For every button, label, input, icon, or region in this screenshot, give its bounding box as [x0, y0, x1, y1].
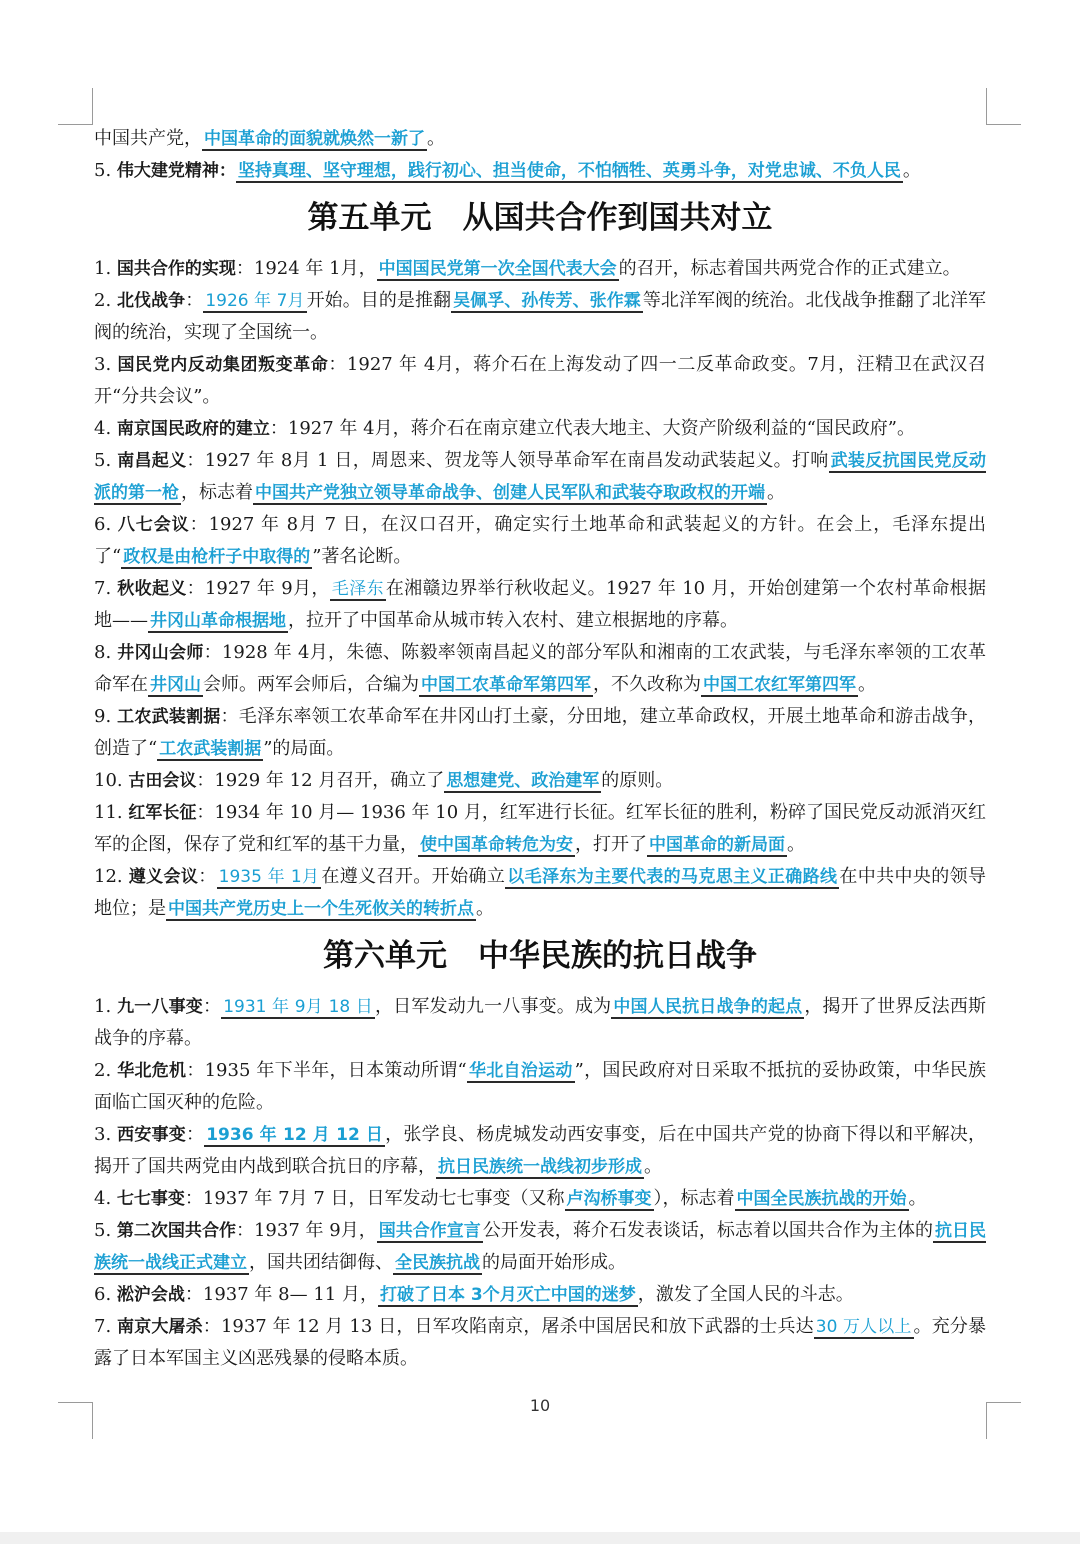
unit6-item-7: 7. 南京大屠杀：1937 年 12 月 13 日，日军攻陷南京，屠杀中国居民和放下武器的士兵达 30 万人以上 。充分暴露了日本军国主义凶恶残暴的侵略本质。: [94, 1316, 986, 1369]
answer-fill: 中国革命的新局面: [649, 835, 785, 855]
item-term: 七七事变: [116, 1189, 185, 1209]
answer-fill: 以毛泽东为主要代表的马克思主义正确路线: [507, 867, 838, 887]
answer-fill: 武装反抗国民党反动派的第一枪: [94, 451, 987, 503]
answer-fill: 抗日民族统一战线正式建立: [94, 1221, 986, 1273]
item-term: 国共合作的实现: [116, 259, 236, 279]
unit5-item-7: 7. 秋收起义：1927 年 9月， 毛泽东 在湘赣边界举行秋收起义。1927 年 10 月，开始创建第一个农村革命根据地—— 井冈山革命根据地 ，拉开了中国革命从城市转入农村、建立根据地的序幕。: [94, 578, 987, 631]
answer-fill: 井冈山: [150, 675, 201, 695]
item-term: 淞沪会战: [116, 1285, 185, 1305]
unit6-item-2: 2. 华北危机：1935 年下半年，日本策动所谓“ 华北自治运动 ”，国民政府对日采取不抵抗的妥协政策，中华民族面临亡国灭种的危险。: [94, 1060, 987, 1113]
unit5-item-6: 6. 八七会议：1927 年 8月 7 日，在汉口召开，确定实行土地革命和武装起义的方针。在会上，毛泽东提出了“ 政权是由枪杆子中取得的 ”著名论断。: [94, 514, 986, 567]
answer-fill: 中国共产党历史上一个生死攸关的转折点: [168, 899, 474, 919]
answer-fill: 中国全民族抗战的开始: [736, 1189, 907, 1209]
unit6-title: 第六单元 中华民族的抗日战争: [323, 938, 757, 974]
crop-mark-top-left: [58, 88, 93, 125]
answer-fill: 工农武装割据: [159, 739, 262, 759]
unit5-item-5: 5. 南昌起义：1927 年 8月 1 日，周恩来、贺龙等人领导革命军在南昌发动武装起义。打响 武装反抗国民党反动派的第一枪 ，标志着 中国共产党独立领导革命战争、创建人民军队和武装夺取政权的开端 。: [94, 450, 987, 503]
answer-fill: 国共合作宣言: [378, 1221, 481, 1241]
answer-fill: 中国共产党独立领导革命战争、创建人民军队和武装夺取政权的开端: [255, 483, 765, 503]
unit6-item-3: 3. 西安事变： 1936 年 12 月 12 日 ，张学良、杨虎城发动西安事变，后在中国共产党的协商下得以和平解决，揭开了国共两党由内战到联合抗日的序幕， 抗日民族统一战线初步形成 。: [94, 1124, 986, 1177]
unit5-item-11: 11. 红军长征：1934 年 10 月— 1936 年 10 月，红军进行长征。红军长征的胜利，粉碎了国民党反动派消灭红军的企图，保存了党和红军的基干力量， 使中国革命转危为安 ，打开了 中国革命的新局面 。: [94, 802, 986, 855]
unit6-item-6: 6. 淞沪会战：1937 年 8— 11 月， 打破了日本 3个月灭亡中国的迷梦 ，激发了全国人民的斗志。: [94, 1284, 854, 1305]
item-term: 国民党内反动集团叛变革命: [117, 355, 329, 375]
answer-fill: 1936 年 12 月 12 日: [206, 1125, 384, 1145]
answer-fill: 使中国革命转危为安: [420, 835, 573, 855]
unit6-item-1: 1. 九一八事变： 1931 年 9月 18 日 ，日军发动九一八事变。成为 中国人民抗日战争的起点 ，揭开了世界反法西斯战争的序幕。: [94, 996, 987, 1049]
item-term: 遵义会议: [128, 867, 199, 887]
answer-fill: 全民族抗战: [395, 1253, 480, 1273]
item-term: 南京大屠杀: [117, 1317, 203, 1337]
crop-mark-top-right: [986, 88, 1021, 125]
answer-fill: 华北自治运动: [468, 1061, 573, 1081]
unit5-item-10: 10. 古田会议：1929 年 12 月召开，确立了 思想建党、政治建军 的原则。: [94, 770, 674, 791]
unit5-item-12: 12. 遵义会议： 1935 年 1月 在遵义召开。开始确立 以毛泽东为主要代表的马克思主义正确路线 在中共中央的领导地位；是 中国共产党历史上一个生死攸关的转折点 。: [94, 866, 987, 919]
unit6-item-4: 4. 七七事变：1937 年 7月 7 日，日军发动七七事变（又称 卢沟桥事变 ），标志着 中国全民族抗战的开始 。: [94, 1188, 927, 1209]
answer-fill: 中国工农红军第四军: [703, 675, 856, 695]
item-term: 井冈山会师: [117, 643, 204, 663]
item-term: 伟大建党精神：: [116, 161, 236, 181]
spirit-item: 5. 伟大建党精神： 坚持真理、坚守理想，践行初心、担当使命，不怕牺牲、英勇斗争，对党忠诚、不负人民 。: [94, 160, 921, 181]
item-term: 九一八事变: [117, 997, 203, 1017]
answer-fill: 思想建党、政治建军: [446, 771, 600, 791]
crop-mark-bottom-left: [58, 1402, 93, 1439]
answer-fill: 打破了日本 3个月灭亡中国的迷梦: [379, 1285, 636, 1305]
crop-mark-bottom-right: [986, 1402, 1021, 1439]
intro-line: 中国共产党， 中国革命的面貌就焕然一新了 。: [94, 128, 445, 149]
answer-fill: 中国工农革命军第四军: [421, 675, 591, 695]
answer-fill: 卢沟桥事变: [566, 1189, 652, 1209]
answer-fill: 抗日民族统一战线初步形成: [438, 1157, 642, 1177]
answer-fill: 1931 年 9月 18 日: [223, 997, 373, 1017]
page-content: [94, 123, 986, 1375]
answer-fill: 中国人民抗日战争的起点: [613, 997, 803, 1017]
unit5-item-8: 8. 井冈山会师：1928 年 4月，朱德、陈毅率领南昌起义的部分军队和湘南的工农武装，与毛泽东率领的工农革命军在 井冈山 会师。两军会师后，合编为 中国工农革命军第四军 ，不久改称为 中国工农红军第四军 。: [94, 642, 987, 695]
answer-fill: 1926 年 7月: [205, 291, 305, 311]
item-term: 古田会议: [128, 771, 197, 791]
unit5-item-4: 4. 南京国民政府的建立：1927 年 4月，蒋介石在南京建立代表大地主、大资产阶级利益的“国民政府”。: [94, 418, 916, 439]
item-term: 华北危机: [117, 1061, 187, 1081]
unit5-item-2: 2. 北伐战争： 1926 年 7月 开始。目的是推翻 吴佩孚、孙传芳、张作霖 等北洋军阀的统治。北伐战争推翻了北洋军阀的统治，实现了全国统一。: [94, 290, 987, 343]
bottom-band: [0, 1532, 1080, 1544]
answer-fill: 30 万人以上: [815, 1317, 912, 1337]
item-term: 秋收起义: [117, 579, 187, 599]
item-term: 工农武装割据: [117, 707, 221, 727]
answer-fill: 吴佩孚、孙传芳、张作霖: [453, 291, 641, 311]
answer-fill: 1935 年 1月: [218, 867, 320, 887]
item-term: 北伐战争: [116, 291, 186, 311]
answer-fill: 政权是由枪杆子中取得的: [123, 547, 311, 567]
item-term: 西安事变: [117, 1125, 186, 1145]
unit5-item-3: 3. 国民党内反动集团叛变革命：1927 年 4月，蒋介石在上海发动了四一二反革命政变。7月，汪精卫在武汉召开“分共会议”。: [94, 354, 986, 407]
unit5-title: 第五单元 从国共合作到国共对立: [307, 200, 773, 236]
answer-fill: 坚持真理、坚守理想，践行初心、担当使命，不怕牺牲、英勇斗争，对党忠诚、不负人民: [237, 161, 901, 181]
item-term: 南昌起义: [117, 451, 187, 471]
unit6-item-5: 5. 第二次国共合作：1937 年 9月， 国共合作宣言 公开发表，蒋介石发表谈话，标志着以国共合作为主体的 抗日民族统一战线正式建立 ，国共团结御侮、 全民族抗战 的局面开始形成。: [94, 1220, 986, 1273]
item-term: 南京国民政府的建立: [116, 419, 270, 439]
answer-fill: 毛泽东: [331, 579, 384, 599]
unit5-item-9: 9. 工农武装割据：毛泽东率领工农革命军在井冈山打土豪，分田地，建立革命政权，开展土地革命和游击战争，创造了“ 工农武装割据 ”的局面。: [94, 706, 987, 759]
page-number: 10: [529, 1396, 551, 1415]
item-term: 红军长征: [128, 803, 197, 823]
answer-fill: 井冈山革命根据地: [150, 611, 286, 631]
answer-fill: 中国革命的面貌就焕然一新了: [204, 129, 425, 149]
unit5-item-1: 1. 国共合作的实现：1924 年 1月， 中国国民党第一次全国代表大会 的召开，标志着国共两党合作的正式建立。: [94, 258, 961, 279]
answer-fill: 中国国民党第一次全国代表大会: [378, 259, 617, 279]
item-term: 第二次国共合作: [116, 1221, 236, 1241]
item-term: 八七会议: [117, 515, 190, 535]
